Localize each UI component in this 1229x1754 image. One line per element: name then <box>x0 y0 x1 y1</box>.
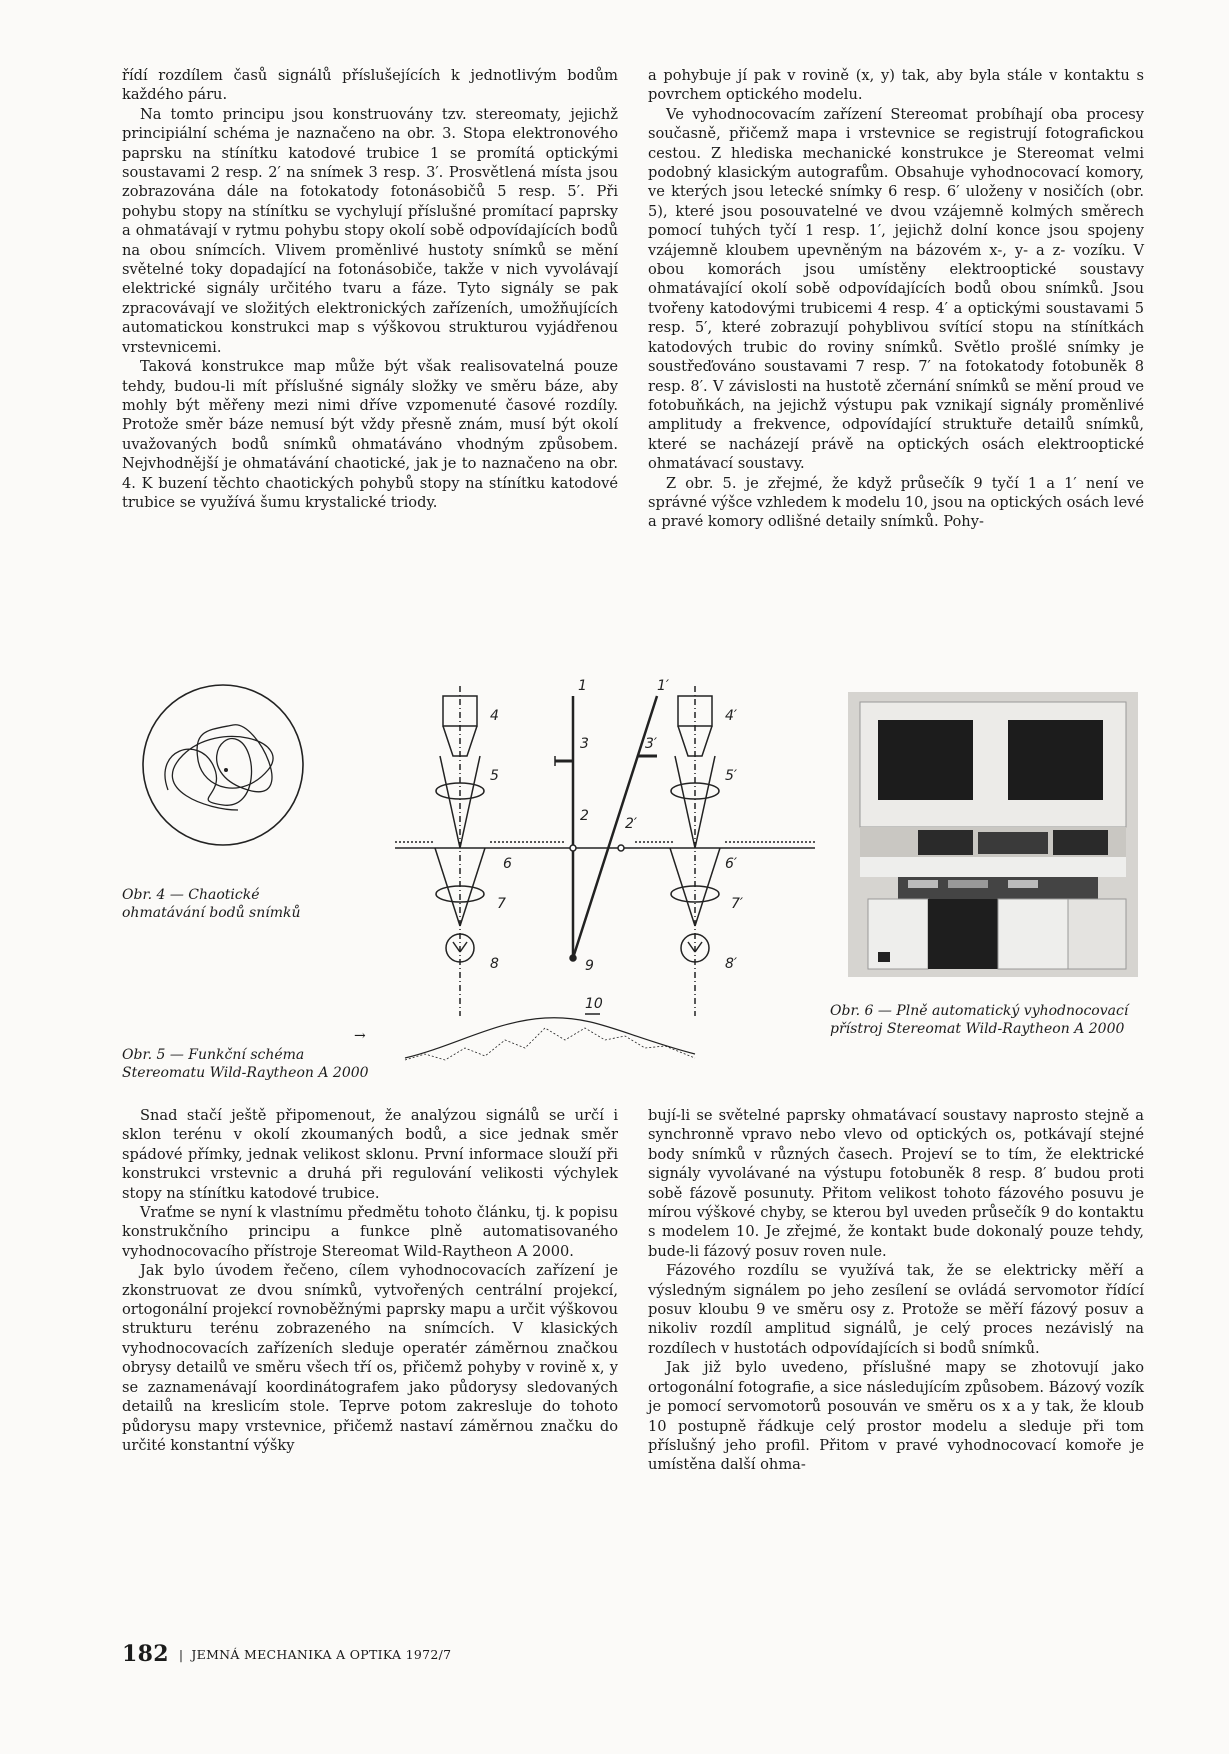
label-7: 7 <box>497 896 506 912</box>
label-6-prime: 6′ <box>725 856 738 872</box>
page-footer <box>122 1641 451 1667</box>
paragraph: Snad stačí ještě připomenout, že analýzou signálů se určí i sklon terénu v okolí zkoumaných bodů, a sice jednak směr spádové přímky, jednak velikost sklonu. První informace slouží při konstrukci vrstevnic a druhá při regulování velikosti výchylek stopy na stínítku katodové trubice. <box>122 1107 618 1202</box>
text-column-top-right <box>648 66 1144 532</box>
text-column-bottom-right <box>648 1106 1144 1475</box>
paragraph: Ve vyhodnocovacím zařízení Stereomat probíhají oba procesy současně, přičemž mapa i vrstevnice se registrují fotografickou cestou. Z hlediska mechanické konstrukce je Stereomat velmi podobný klasickým autografům. Obsahuje vyhodnocovací komory, ve kterých jsou letecké snímky 6 resp. 6′ uloženy v nosičích (obr. 5), které jsou posouvatelné ve dvou vzájemně kolmých směrech pomocí tuhých tyčí 1 resp. 1′, jejichž dolní konce jsou spojeny vzájemně kloubem upevněným na bázovém x-, y- a z- vozíku. V obou komorách jsou umístěny elektrooptické soustavy ohmatávající okolí sobě odpovídajících bodů obou snímků. Jsou tvořeny katodovými trubicemi 4 resp. 4′ a optickými soustavami 5 resp. 5′, které zobrazují pohyblivou svítící stopu na stínítkách katodových trubic do roviny snímků. Světlo prošlé snímky je soustřeďováno soustavami 7 resp. 7′ na fotokatody fotobuněk 8 resp. 8′. V závislosti na hustotě zčernání snímků se mění proud ve fotobuňkách, na jejichž výstupu pak vznikají signály proměnlivé amplitudy a frekvence, odpovídající struktuře detailů snímků, které se nacházejí právě na optických osách elektrooptické ohmatávací soustavy. <box>648 105 1144 473</box>
figure-5-schematic <box>395 676 825 1081</box>
label-7-prime: 7′ <box>731 896 744 912</box>
page-number: 182 <box>122 1641 169 1667</box>
text-column-bottom-left <box>122 1106 618 1455</box>
label-8-prime: 8′ <box>725 956 738 972</box>
figure-4-chaotic-scan <box>138 680 308 850</box>
label-10: 10 <box>585 996 603 1012</box>
joint-9 <box>570 955 576 961</box>
label-1: 1 <box>578 678 587 694</box>
paragraph: Jak již bylo uvedeno, příslušné mapy se zhotovují jako ortogonální fotografie, a sice následujícím způsobem. Bázový vozík je pomocí servomotorů posouván ve směru os x a y tak, že kloub 10 postupně řádkuje celý prostor modelu a sleduje při tom příslušný jeho profil. Přitom v pravé vyhodnocovací komoře je umístěna další ohma- <box>648 1359 1144 1474</box>
label-1-prime: 1′ <box>657 678 670 694</box>
chaotic-path <box>165 725 273 810</box>
label-4-prime: 4′ <box>725 708 738 724</box>
label-3: 3 <box>580 736 589 752</box>
label-9: 9 <box>585 958 594 974</box>
label-2-prime: 2′ <box>625 816 638 832</box>
journal-name: JEMNÁ MECHANIKA A OPTIKA 1972/7 <box>191 1647 452 1662</box>
paragraph: Z obr. 5. je zřejmé, že když průsečík 9 tyčí 1 a 1′ není ve správné výšce vzhledem k modelu 10, jsou na optických osách levé a pravé komory odlišné detaily snímků. Pohy- <box>648 474 1144 531</box>
right-screen <box>1008 720 1103 800</box>
footer-separator: | <box>178 1647 184 1662</box>
label-3-prime: 3′ <box>645 736 658 752</box>
paragraph: Na tomto principu jsou konstruovány tzv. stereomaty, jejichž principiální schéma je naznačeno na obr. 3. Stopa elektronového paprsku na stínítku katodové trubice 1 se promítá optickými soustavami 2 resp. 2′ na snímek 3 resp. 3′. Prosvětlená místa jsou zobrazována dále na fotokatody fotonásobičů 5 resp. 5′. Při pohybu stopy na stínítku se vychylují příslušné promítací paprsky a ohmatávají v rytmu pohybu stopy okolí sobě odpovídajících bodů na obou snímcích. Vlivem proměnlivé hustoty snímků se mění světelné toky dopadající na fotonásobiče, takže v nich vyvolávají elektrické signály určitého tvaru a fáze. Tyto signály se pak zpracovávají ve složitých elektronických zařízeních, umožňujících automatickou konstrukci map s výškovou strukturou vyjádřenou vrstevnicemi. <box>122 105 618 356</box>
paragraph: a pohybuje jí pak v rovině (x, y) tak, aby byla stále v kontaktu s povrchem optického modelu. <box>648 67 1144 104</box>
figure-5-caption: Obr. 5 — Funkční schéma Stereomatu Wild-Raytheon A 2000 <box>122 1047 369 1081</box>
label-8: 8 <box>490 956 499 972</box>
paragraph: Vraťme se nyní k vlastnímu předmětu tohoto článku, tj. k popisu konstrukčního principu a funkce plně automatisovaného vyhodnocovacího přístroje Stereomat Wild-Raytheon A 2000. <box>122 1204 618 1260</box>
label-5: 5 <box>490 768 499 784</box>
paragraph: Taková konstrukce map může být však realisovatelná pouze tehdy, budou-li mít příslušné signály složky ve směru báze, aby mohly být měřeny mezi nimi dříve vzpomenuté časové rozdíly. Protože směr báze nemusí být vždy přesně znám, musí být okolí uvažovaných bodů snímků ohmatáváno vhodným způsobem. Nejvhodnější je ohmatávání chaotické, jak je to naznačeno na obr. 4. K buzení těchto chaotických pohybů stopy na stínítku katodové trubice se využívá šumu krystalické triody. <box>122 358 618 511</box>
label-2: 2 <box>580 808 589 824</box>
figure-5-arrow: → <box>354 1028 366 1044</box>
paragraph: Jak bylo úvodem řečeno, cílem vyhodnocovacích zařízení je zkonstruovat ze dvou snímků, vytvořených centrální projekcí, ortogonální projekcí rovnoběžnými paprsky mapu a určit výškovou strukturu terénu zobrazeného na snímcích. V klasických vyhodnocovacích zařízeních sleduje operatér záměrnou značkou obrysy detailů ve směru všech tří os, přičemž pohyby v rovině x, y se zaznamenávají koordinátografem jako půdorysy sledovaných detailů na kreslicím stole. Teprve potom zakresluje do tohoto půdorysu mapy vrstevnice, přičemž nastaví záměrnou značku do určité konstantní výšky <box>122 1262 618 1454</box>
figure-6-caption: Obr. 6 — Plně automatický vyhodnocovací přístroj Stereomat Wild-Raytheon A 2000 <box>830 1003 1129 1037</box>
label-5-prime: 5′ <box>725 768 738 784</box>
label-4: 4 <box>490 708 499 724</box>
left-screen <box>878 720 973 800</box>
paragraph: řídí rozdílem časů signálů příslušejících k jednotlivým bodům každého páru. <box>122 67 618 104</box>
figure-6-photo <box>848 692 1138 977</box>
text-column-top-left <box>122 66 618 512</box>
paragraph: Fázového rozdílu se využívá tak, že se elektricky měří a výsledným signálem po jeho zesílení se ovládá servomotor řídící posuv kloubu 9 ve směru osy z. Protože se měří fázový posuv a nikoliv rozdíl amplitud signálů, je celý proces nezávislý na rozdílech v hustotách odpovídajících si bodů snímků. <box>648 1262 1144 1357</box>
paragraph: bují-li se světelné paprsky ohmatávací soustavy naprosto stejně a synchronně vpravo nebo vlevo od optických os, potkávají stejné body snímků v různých časech. Projeví se to tím, že elektrické signály vyvolávané na výstupu fotobuněk 8 resp. 8′ budou proti sobě fázově posunuty. Přitom velikost tohoto fázového posuvu je mírou výškové chyby, se kterou byl uveden průsečík 9 do kontaktu s modelem 10. Je zřejmé, že kontakt bude dokonalý pouze tehdy, bude-li fázový posuv roven nule. <box>648 1107 1144 1260</box>
label-6: 6 <box>503 856 512 872</box>
center-dot <box>224 768 228 772</box>
figure-4-caption: Obr. 4 — Chaotické ohmatávání bodů snímků <box>122 887 301 921</box>
